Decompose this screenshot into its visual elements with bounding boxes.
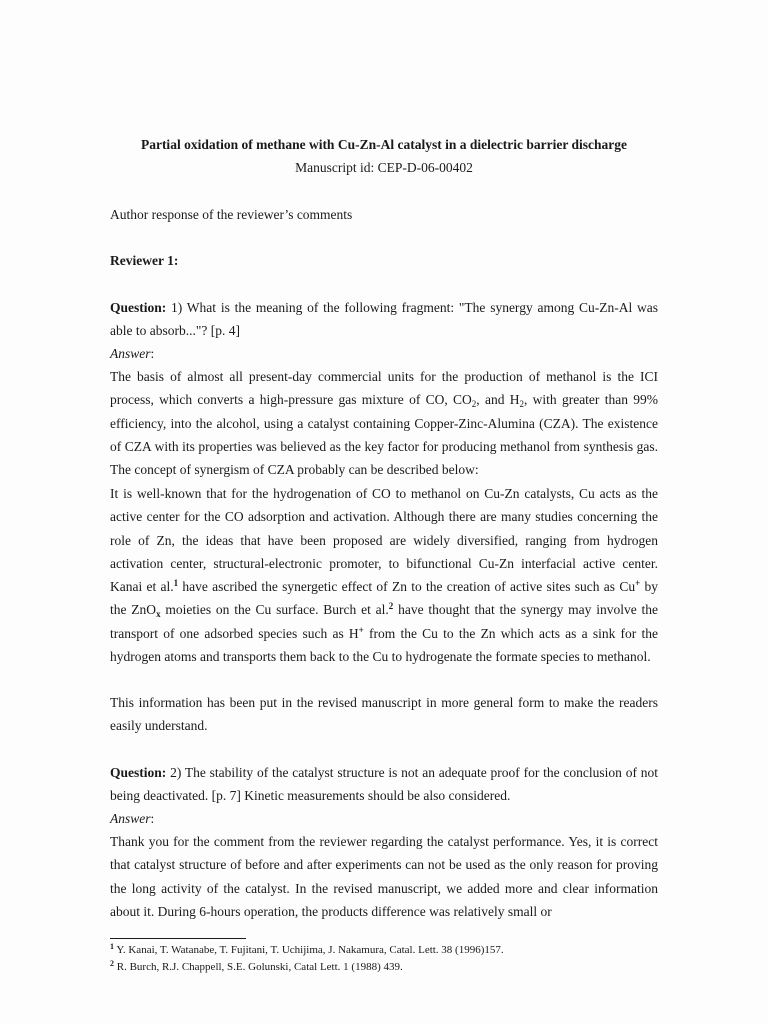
- answer-1-label-line: [110, 342, 658, 365]
- answer-1-colon: :: [150, 346, 155, 361]
- answer-1-p1-sub-2: 2: [519, 399, 524, 410]
- answer-2-label: Answer: [110, 811, 151, 826]
- question-2: [110, 761, 658, 808]
- answer-2-paragraph-1: Thank you for the comment from the reviewer regarding the catalyst performance. Yes, it is correct that catalyst structure of before and after experiments can not be used as the only reason for proving the long activity of the catalyst. In the revised manuscript, we added more and clear information about it. During 6-hours operation, the products difference was relatively small or: [110, 834, 658, 919]
- paper-title: Partial oxidation of methane with Cu-Zn-Al catalyst in a dielectric barrier discharge: [140, 137, 628, 152]
- question-1: [110, 296, 658, 343]
- answer-1-p2-text-e: have thought that the synergy may involve the transport of one adsorbed species such as H: [110, 602, 659, 641]
- answer-1-p2-sup-plus-1: +: [635, 578, 641, 589]
- question-2-text: 2) The stability of the catalyst structure is not an adequate proof for the conclusion of not being deactivated. [p. 7] Kinetic measurements should be also considered.: [110, 765, 658, 804]
- answer-2-label-line: [110, 807, 658, 830]
- footnote-2-text: R. Burch, R.J. Chappell, S.E. Golunski, Catal Lett. 1 (1988) 439.: [114, 961, 403, 973]
- question-2-label: Question:: [110, 765, 167, 780]
- answer-1-paragraph-3: This information has been put in the revised manuscript in more general form to make the readers easily understand.: [110, 695, 658, 734]
- footnote-ref-2: 2: [388, 601, 394, 612]
- intro-line: Author response of the reviewer’s comments: [110, 207, 353, 222]
- answer-1-p2-text-f: from the Cu to the Zn which acts as a sink for the hydrogen atoms and transports them back to the Cu to hydrogenate the formate species to methanol.: [110, 625, 658, 665]
- footnote-2: [110, 959, 658, 976]
- answer-1-p1-text-a: The basis of almost all present-day commercial units for the production of methanol is the ICI process, which converts a high-pressure gas mixture of CO, CO: [110, 369, 658, 408]
- answer-1-p2-text-d: moieties on the Cu surface. Burch et al.: [160, 602, 389, 618]
- footnote-divider: [110, 938, 246, 939]
- answer-2-colon: :: [150, 811, 155, 826]
- footnote-1-text: Y. Kanai, T. Watanabe, T. Fujitani, T. Uchijima, J. Nakamura, Catal. Lett. 38 (1996)157.: [114, 944, 504, 956]
- answer-1-p1-sub-1: 2: [471, 399, 477, 410]
- question-1-text: 1) What is the meaning of the following fragment: "The synergy among Cu-Zn-Al was able to absorb..."? [p. 4]: [110, 300, 658, 339]
- answer-1-paragraph-2: [110, 482, 658, 668]
- footnote-1: [110, 942, 658, 959]
- answer-1-p1-text-c: , with greater than 99% efficiency, into the alcohol, using a catalyst containing Copper-Zinc-Alumina (CZA). The existence of CZA with its properties was believed as the key factor for producing methanol from synthesis gas. The concept of synergism of CZA probably can be described below:: [110, 392, 658, 478]
- answer-1-paragraph-1: [110, 365, 658, 481]
- footnote-1-number: 1: [110, 942, 114, 951]
- answer-1-label: Answer: [110, 346, 151, 361]
- answer-1-p2-text-b: have ascribed the synergetic effect of Zn to the creation of active sites such as Cu: [178, 579, 636, 595]
- answer-1-p2-text-c: by the ZnO: [110, 579, 658, 618]
- answer-1-p2-text-a: It is well-known that for the hydrogenation of CO to methanol on Cu-Zn catalysts, Cu acts as the active center for the CO adsorption and activation. Although there are many studies concerning the role of Zn, the ideas that have been proposed are widely diversified, ranging from hydrogen activation center, structural-electronic promoter, to bifunctional Cu-Zn interfacial active center. Kanai et al.: [110, 486, 658, 595]
- question-1-label: Question:: [110, 300, 167, 315]
- footnote-ref-1: 1: [173, 578, 179, 589]
- manuscript-id: Manuscript id: CEP-D-06-00402: [295, 160, 473, 175]
- footnotes: [110, 942, 658, 976]
- answer-1-p2-sub-x: x: [156, 609, 161, 620]
- answer-1-p2-sup-plus-2: +: [358, 624, 364, 635]
- answer-1-p1-text-b: , and H: [476, 392, 520, 408]
- footnote-2-number: 2: [110, 959, 114, 968]
- reviewer-heading: Reviewer 1:: [110, 253, 179, 268]
